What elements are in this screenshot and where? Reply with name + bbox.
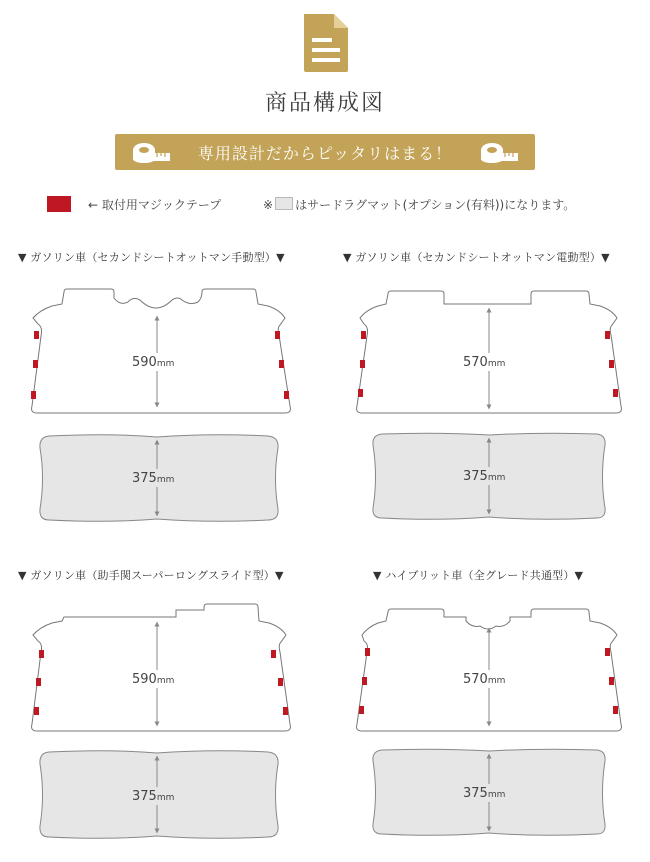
- main-dimension-unit: mm: [156, 676, 175, 686]
- main-dimension-value: 590: [132, 672, 157, 687]
- banner-text: 専用設計だからピッタリはまる！: [197, 144, 453, 163]
- second-row-mat-3: [32, 604, 291, 731]
- third-dimension-value: 375: [463, 469, 488, 484]
- variant-title-2: ▼ ガソリン車（セカンドシートオットマン電動型）▼: [343, 251, 610, 264]
- third-dimension-unit: mm: [156, 475, 175, 485]
- third-row-prefix: ※: [263, 198, 274, 212]
- variant-title-4: ▼ ハイブリット車（全グレード共通型）▼: [373, 569, 584, 582]
- main-dimension-unit: mm: [156, 359, 175, 369]
- main-dimension-value: 570: [463, 355, 488, 370]
- third-dimension-unit: mm: [487, 790, 506, 800]
- main-dimension-unit: mm: [487, 676, 506, 686]
- third-dimension-unit: mm: [156, 793, 175, 803]
- third-row-legend-label: はサードラグマット(オプション(有料))になります。: [295, 198, 576, 212]
- page-title: 商品構成図: [264, 91, 385, 116]
- main-dimension-unit: mm: [487, 359, 506, 369]
- variant-title-3: ▼ ガソリン車（助手関スーパーロングスライド型）▼: [18, 569, 284, 582]
- main-dimension-value: 590: [132, 355, 157, 370]
- third-dimension-unit: mm: [487, 473, 506, 483]
- second-row-mat-1: [31, 289, 290, 413]
- variant-title-1: ▼ ガソリン車（セカンドシートオットマン手動型）▼: [18, 251, 285, 264]
- velcro-legend-label: ← 取付用マジックテープ: [88, 198, 222, 212]
- third-dimension-value: 375: [463, 786, 488, 801]
- third-dimension-value: 375: [132, 789, 157, 804]
- main-dimension-value: 570: [463, 672, 488, 687]
- third-dimension-value: 375: [132, 471, 157, 486]
